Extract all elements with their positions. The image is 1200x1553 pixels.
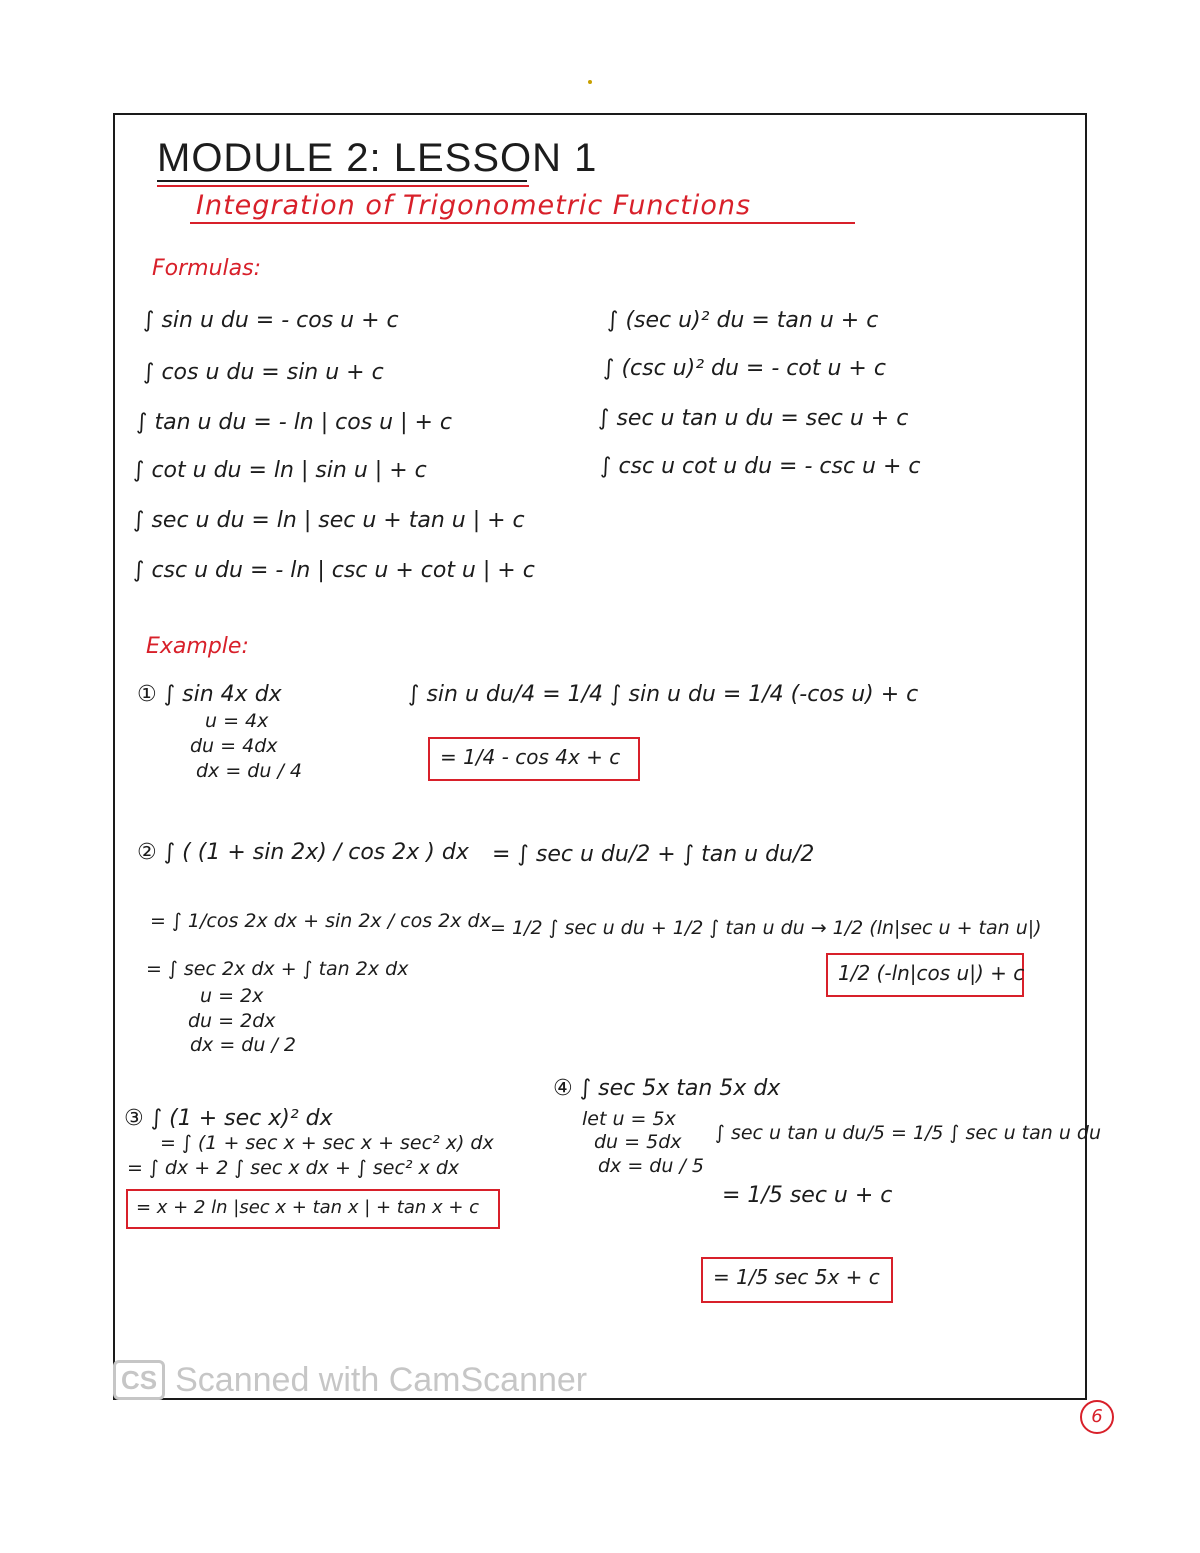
- subtitle-underline: [190, 222, 855, 224]
- formula-sec-squared: ∫ (sec u)² du = tan u + c: [607, 308, 879, 333]
- example-1-step: u = 4x: [205, 710, 269, 732]
- example-1-answer-box: = 1/4 - cos 4x + c: [428, 737, 640, 781]
- page-number: 6: [1080, 1400, 1114, 1434]
- example-4-step: dx = du / 5: [598, 1155, 704, 1177]
- title-red-underline: [157, 185, 529, 187]
- formula-sec-tan: ∫ sec u tan u du = sec u + c: [598, 406, 909, 431]
- ink-dot: [588, 80, 592, 84]
- example-2-problem: ② ∫ ( (1 + sin 2x) / cos 2x ) dx: [137, 840, 469, 865]
- formula-csc: ∫ csc u du = - ln | csc u + cot u | + c: [133, 558, 535, 583]
- title-underline: [157, 180, 527, 182]
- example-2-step: dx = du / 2: [190, 1034, 296, 1056]
- example-2-step: du = 2dx: [188, 1010, 276, 1032]
- camscanner-watermark: [113, 1360, 587, 1400]
- watermark-text: Scanned with CamScanner: [175, 1360, 588, 1399]
- example-4-step: du = 5dx: [594, 1131, 682, 1153]
- example-label: Example:: [146, 634, 249, 659]
- example-2-step: u = 2x: [200, 985, 264, 1007]
- formula-tan: ∫ tan u du = - ln | cos u | + c: [136, 410, 453, 435]
- page-title: MODULE 2: LESSON 1: [157, 136, 598, 180]
- example-2-answer-box: 1/2 (-ln|cos u|) + c: [826, 953, 1024, 997]
- example-3-step: = ∫ (1 + sec x + sec x + sec² x) dx: [160, 1132, 494, 1154]
- formula-csc-squared: ∫ (csc u)² du = - cot u + c: [603, 356, 886, 381]
- example-4-problem: ④ ∫ sec 5x tan 5x dx: [553, 1076, 781, 1101]
- example-2-step: = ∫ 1/cos 2x dx + sin 2x / cos 2x dx: [150, 910, 491, 932]
- example-4-work-1: ∫ sec u tan u du/5 = 1/5 ∫ sec u tan u du: [715, 1122, 1102, 1144]
- example-4-work-2: = 1/5 sec u + c: [722, 1183, 893, 1208]
- formula-csc-cot: ∫ csc u cot u du = - csc u + c: [600, 454, 921, 479]
- formula-cot: ∫ cot u du = ln | sin u | + c: [133, 458, 427, 483]
- example-4-step: let u = 5x: [582, 1108, 676, 1130]
- page-subtitle: Integration of Trigonometric Functions: [196, 190, 752, 221]
- example-3-answer-box: = x + 2 ln |sec x + tan x | + tan x + c: [126, 1189, 500, 1229]
- example-2-step: = ∫ sec 2x dx + ∫ tan 2x dx: [146, 958, 409, 980]
- example-1-step: du = 4dx: [190, 735, 278, 757]
- formula-cos: ∫ cos u du = sin u + c: [143, 360, 384, 385]
- camscanner-logo-icon: CS: [113, 1360, 165, 1400]
- example-1-work: ∫ sin u du/4 = 1/4 ∫ sin u du = 1/4 (-cos u) + c: [408, 682, 919, 707]
- example-3-step: = ∫ dx + 2 ∫ sec x dx + ∫ sec² x dx: [127, 1157, 460, 1179]
- example-3-problem: ③ ∫ (1 + sec x)² dx: [124, 1106, 333, 1131]
- example-1-step: dx = du / 4: [196, 760, 302, 782]
- formula-sin: ∫ sin u du = - cos u + c: [143, 308, 399, 333]
- example-4-answer-box: = 1/5 sec 5x + c: [701, 1257, 893, 1303]
- example-1-problem: ① ∫ sin 4x dx: [137, 682, 282, 707]
- example-2-work-2: = 1/2 ∫ sec u du + 1/2 ∫ tan u du → 1/2 (ln|sec u + tan u|): [490, 917, 1042, 939]
- example-2-work-1: = ∫ sec u du/2 + ∫ tan u du/2: [492, 842, 815, 867]
- formula-sec: ∫ sec u du = ln | sec u + tan u | + c: [133, 508, 525, 533]
- formulas-label: Formulas:: [152, 256, 262, 281]
